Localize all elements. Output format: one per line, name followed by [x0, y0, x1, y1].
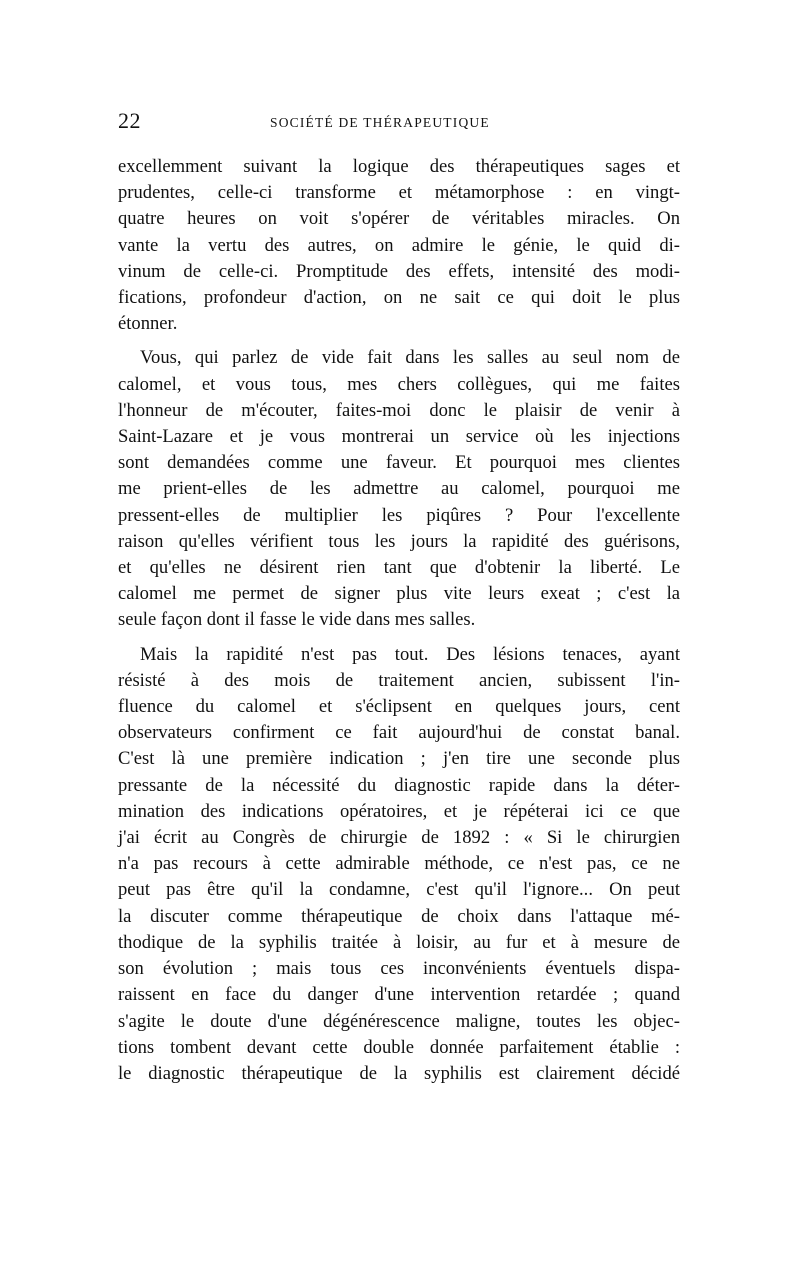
text-line: seule façon dont il fasse le vide dans mes salles. [118, 609, 476, 631]
text-line: vante la vertu des autres, on admire le génie, le quid di- [118, 234, 680, 256]
book-page [118, 108, 680, 1087]
page-number: 22 [118, 108, 141, 133]
text-line: raison qu'elles vérifient tous les jours la rapidité des guérisons, [118, 530, 680, 552]
text-line: peut pas être qu'il la condamne, c'est qu'il l'ignore... On peut [118, 879, 680, 901]
text-line: n'a pas recours à cette admirable méthode, ce n'est pas, ce ne [118, 853, 680, 875]
text-line: fluence du calomel et s'éclipsent en quelques jours, cent [118, 696, 680, 718]
text-line: étonner. [118, 313, 178, 335]
text-line: calomel, et vous tous, mes chers collègues, qui me faites [118, 373, 680, 395]
text-line: mination des indications opératoires, et je répéterai ici ce que [118, 800, 680, 822]
text-line: fications, profondeur d'action, on ne sait ce qui doit le plus [118, 287, 680, 309]
text-line: la discuter comme thérapeutique de choix dans l'attaque mé- [118, 905, 680, 927]
text-line: raissent en face du danger d'une intervention retardée ; quand [118, 984, 680, 1006]
text-line: calomel me permet de signer plus vite leurs exeat ; c'est la [118, 583, 680, 605]
text-line: Mais la rapidité n'est pas tout. Des lésions tenaces, ayant [140, 643, 680, 665]
paragraph-3 [118, 642, 680, 1087]
body-text [118, 154, 680, 1087]
text-line: quatre heures on voit s'opérer de véritables miracles. On [118, 208, 680, 230]
text-line: me prient-elles de les admettre au calomel, pourquoi me [118, 478, 680, 500]
paragraph-2 [118, 345, 680, 633]
page-header [118, 108, 680, 138]
text-line: Vous, qui parlez de vide fait dans les salles au seul nom de [140, 347, 680, 369]
text-line: Saint-Lazare et je vous montrerai un service où les injections [118, 426, 680, 448]
text-line: sont demandées comme une faveur. Et pourquoi mes clientes [118, 452, 680, 474]
text-line: observateurs confirment ce fait aujourd'hui de constat banal. [118, 722, 680, 744]
text-line: tions tombent devant cette double donnée parfaitement établie : [118, 1036, 680, 1058]
text-line: excellemment suivant la logique des thérapeutiques sages et [118, 156, 680, 177]
text-line: C'est là une première indication ; j'en tire une seconde plus [118, 748, 680, 770]
text-line: pressante de la nécessité du diagnostic rapide dans la déter- [118, 774, 680, 796]
paragraph-1 [118, 154, 680, 337]
text-line: son évolution ; mais tous ces inconvénients éventuels dispa- [118, 958, 680, 980]
text-line: le diagnostic thérapeutique de la syphilis est clairement décidé [118, 1062, 680, 1084]
text-line: pressent-elles de multiplier les piqûres ? Pour l'excellente [118, 504, 680, 526]
text-line: j'ai écrit au Congrès de chirurgie de 1892 : « Si le chirurgien [118, 827, 680, 849]
text-line: et qu'elles ne désirent rien tant que d'obtenir la liberté. Le [118, 557, 680, 579]
text-line: thodique de la syphilis traitée à loisir, au fur et à mesure de [118, 931, 680, 953]
running-title: SOCIÉTÉ DE THÉRAPEUTIQUE [270, 115, 490, 130]
text-line: s'agite le doute d'une dégénérescence maligne, toutes les objec- [118, 1010, 680, 1032]
text-line: prudentes, celle-ci transforme et métamorphose : en vingt- [118, 182, 680, 204]
text-line: vinum de celle-ci. Promptitude des effets, intensité des modi- [118, 260, 680, 282]
text-line: l'honneur de m'écouter, faites-moi donc le plaisir de venir à [118, 399, 680, 421]
text-line: résisté à des mois de traitement ancien, subissent l'in- [118, 669, 680, 691]
